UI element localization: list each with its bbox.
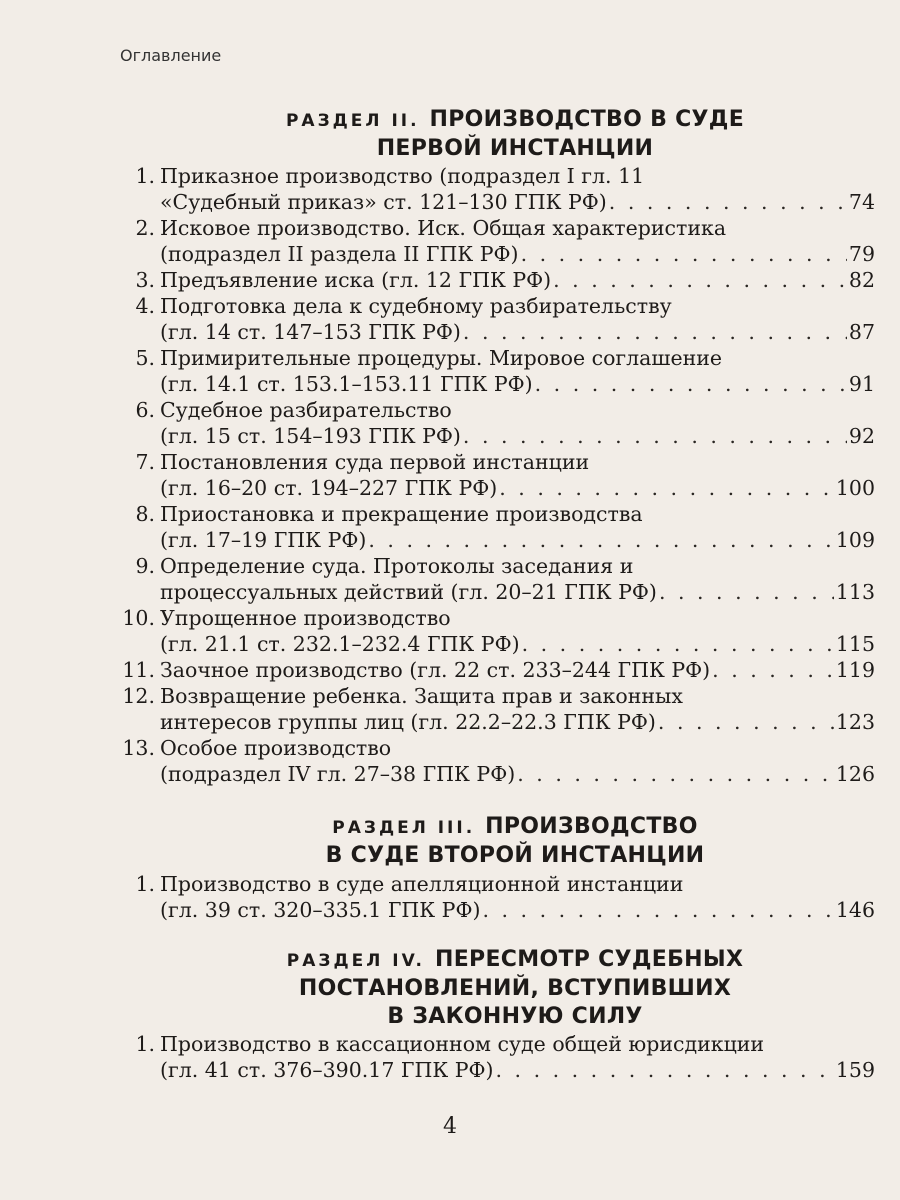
toc-entry-number: 6. [135, 398, 155, 422]
toc-entry-page: 92 [848, 424, 875, 448]
section-4-title-line-3: В ЗАКОННУЮ СИЛУ [387, 1004, 643, 1029]
toc-entry-text: (гл. 21.1 ст. 232.1–232.4 ГПК РФ) [160, 632, 520, 656]
leader-dots [368, 527, 833, 553]
toc-entry-number: 3. [135, 268, 155, 292]
leader-dots [496, 1057, 834, 1083]
leader-dots [553, 267, 847, 293]
toc-entry-page: 109 [835, 528, 875, 552]
toc-entry-text: (гл. 15 ст. 154–193 ГПК РФ) [160, 424, 461, 448]
toc-entry-page: 146 [835, 898, 875, 922]
toc-entry-page: 113 [835, 580, 875, 604]
leader-dots [482, 897, 833, 923]
section-3-title-line-1: ПРОИЗВОДСТВО [485, 814, 698, 839]
page-number: 4 [443, 1114, 457, 1139]
toc-entry-text: Примирительные процедуры. Мировое соглашение [160, 346, 723, 370]
toc-entry-number: 13. [122, 736, 155, 760]
toc-entry-text: Подготовка дела к судебному разбирательству [160, 294, 672, 318]
toc-entry-page: 115 [835, 632, 875, 656]
toc-entry-text: Производство в кассационном суде общей юрисдикции [160, 1032, 765, 1056]
toc-entry-page: 82 [848, 268, 875, 292]
toc-entry-number: 5. [135, 346, 155, 370]
leader-dots [463, 319, 847, 345]
section-2-title [140, 106, 890, 163]
toc-entry-page: 100 [835, 476, 875, 500]
toc-entry-text: (гл. 17–19 ГПК РФ) [160, 528, 367, 552]
toc-entry-page: 87 [848, 320, 875, 344]
toc-entry-number: 7. [135, 450, 155, 474]
toc-entry-page: 119 [835, 658, 875, 682]
toc-entry-text: Особое производство [160, 736, 392, 760]
section-3-title-line-2: В СУДЕ ВТОРОЙ ИНСТАНЦИИ [325, 843, 705, 868]
toc-entry-number: 10. [122, 606, 155, 630]
toc-entry-page: 79 [848, 242, 875, 266]
toc-entry-text: Постановления суда первой инстанции [160, 450, 590, 474]
toc-entry-text: (подраздел IV гл. 27–38 ГПК РФ) [160, 762, 516, 786]
running-head: Оглавление [120, 46, 222, 65]
toc-entry-text: (гл. 41 ст. 376–390.17 ГПК РФ) [160, 1058, 494, 1082]
toc-entry-text: (гл. 39 ст. 320–335.1 ГПК РФ) [160, 898, 481, 922]
section-4-label: РАЗДЕЛ IV. [286, 951, 426, 971]
toc-entry-text: Приостановка и прекращение производства [160, 502, 643, 526]
toc-entry-number: 1. [135, 164, 155, 188]
section-2-label: РАЗДЕЛ II. [285, 111, 420, 131]
section-4-title [140, 946, 890, 1031]
section-3-title [140, 813, 890, 870]
toc-entry-text: Упрощенное производство [160, 606, 451, 630]
toc-entry-text: процессуальных действий (гл. 20–21 ГПК РФ) [160, 580, 657, 604]
toc-entry-text: Заочное производство (гл. 22 ст. 233–244 ГПК РФ) [160, 658, 711, 682]
section-4-title-line-1: ПЕРЕСМОТР СУДЕБНЫХ [435, 947, 744, 972]
toc-entry-number: 8. [135, 502, 155, 526]
toc-entry-text: интересов группы лиц (гл. 22.2–22.3 ГПК РФ) [160, 710, 656, 734]
section-3-label: РАЗДЕЛ III. [332, 818, 476, 838]
toc-entry-number: 9. [135, 554, 155, 578]
leader-dots [517, 761, 834, 787]
leader-dots [535, 371, 847, 397]
toc-entry-text: Приказное производство (подраздел I гл. 11 [160, 164, 645, 188]
leader-dots [463, 423, 847, 449]
toc-entry-number: 11. [122, 658, 155, 682]
toc-entry-number: 12. [122, 684, 155, 708]
toc-entry-number: 4. [135, 294, 155, 318]
toc-entry-page: 74 [848, 190, 875, 214]
leader-dots [522, 631, 834, 657]
toc-entry-text: (гл. 14.1 ст. 153.1–153.11 ГПК РФ) [160, 372, 533, 396]
section-2-title-line-1: ПРОИЗВОДСТВО В СУДЕ [429, 107, 745, 132]
toc-entry-page: 91 [848, 372, 875, 396]
toc-entry-text: (гл. 14 ст. 147–153 ГПК РФ) [160, 320, 461, 344]
toc-entry-text: Судебное разбирательство [160, 398, 452, 422]
toc-entry-number: 1. [135, 872, 155, 896]
leader-dots [712, 657, 834, 683]
section-2-title-line-2: ПЕРВОЙ ИНСТАНЦИИ [376, 136, 654, 161]
toc-entry-page: 123 [835, 710, 875, 734]
toc-entry-text: «Судебный приказ» ст. 121–130 ГПК РФ) [160, 190, 607, 214]
leader-dots [521, 241, 847, 267]
leader-dots [499, 475, 834, 501]
toc-entry-text: Производство в суде апелляционной инстанции [160, 872, 684, 896]
toc-entry-text: (подраздел II раздела II ГПК РФ) [160, 242, 519, 266]
leader-dots [659, 579, 834, 605]
toc-entry-number: 2. [135, 216, 155, 240]
toc-entry-page: 126 [835, 762, 875, 786]
toc-entry-page: 159 [835, 1058, 875, 1082]
leader-dots [609, 189, 847, 215]
toc-entry-number: 1. [135, 1032, 155, 1056]
leader-dots [658, 709, 834, 735]
section-4-title-line-2: ПОСТАНОВЛЕНИЙ, ВСТУПИВШИХ [298, 976, 732, 1001]
toc-entry-text: Определение суда. Протоколы заседания и [160, 554, 634, 578]
toc-entry-text: Исковое производство. Иск. Общая характеристика [160, 216, 727, 240]
toc-entry-text: (гл. 16–20 ст. 194–227 ГПК РФ) [160, 476, 498, 500]
toc-entry-text: Возвращение ребенка. Защита прав и законных [160, 684, 683, 708]
toc-entry-text: Предъявление иска (гл. 12 ГПК РФ) [160, 268, 552, 292]
